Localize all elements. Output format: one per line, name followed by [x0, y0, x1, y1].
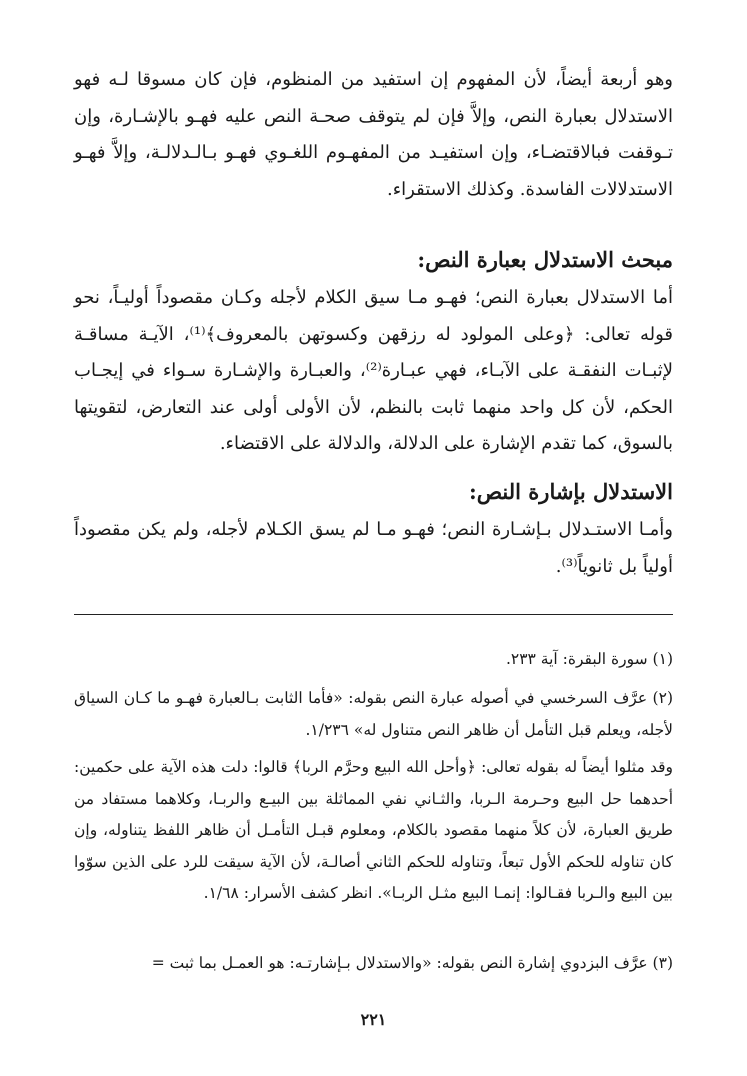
footnote-1: (١) سورة البقرة: آية ٢٣٣.: [505, 650, 673, 668]
page-number: ٢٢١: [360, 1010, 387, 1029]
footnote-2: (٢) عرَّف السرخسي في أصوله عبارة النص بقوله: «فأما الثابت بـالعبارة فهـو ما كـان السياق لأجله، ويعلم قبل التأمل أن ظاهر النص متناول له» ١/٢٣٦.: [74, 689, 673, 739]
section-heading-ibarat-al-nass: مبحث الاستدلال بعبارة النص:: [417, 247, 673, 272]
footnote-2-continuation: وقد مثلوا أيضاً له بقوله تعالى: ﴿وأحل الله البيع وحرَّم الربا﴾ قالوا: دلت هذه الآية على حكمين: أحدهما حل البيع وحـرمة الـربا، والثـاني نفي المماثلة بين البيـع والربـا، وكلاهما مستفاد من طريق العبارة، لأن كلاً منهما مقصود بالكلام، ومعلوم قبـل التأمـل أن ظاهر اللفظ يتناوله، وإن كان تناوله للحكم الأول تبعاً، وتناوله للحكم الثاني أصالـة، لأن الآية سيقت للرد على الذين سوّوا بين البيع والـربا فقـالوا: إنمـا البيع مثـل الربـا». انظر كشف الأسرار: ١/٦٨.: [74, 758, 673, 902]
intro-paragraph: وهو أربعة أيضاً، لأن المفهوم إن استفيد من المنظوم، فإن كان مسوقا لـه فهو الاستدلال بعبارة النص، وإلاَّ فإن لم يتوقف صحـة النص عليه فهـو بالإشـارة، وإن تـوقفت فبالاقتضـاء، وإن استفيـد من المفهـوم اللغـوي فهـو بـالـدلالـة، وإلاَّ فهـو الاستدلالات الفاسدة. وكذلك الاستقراء.: [74, 69, 673, 200]
section-heading-isharat-al-nass: الاستدلال بإشارة النص:: [468, 479, 673, 504]
footnote-3: (٣) عرَّف البزدوي إشارة النص بقوله: «والاستدلال بـإشارتـه: هو العمـل بما ثبت =: [151, 954, 673, 972]
section-body-ibarat-al-nass: أما الاستدلال بعبارة النص؛ فهـو مـا سيق الكلام لأجله وكـان مقصوداً أوليـاً، نحو قوله تعالى: ﴿وعلى المولود له رزقهن وكسوتهن بالمعروف﴾⁽¹⁾، الآيـة مساقـة لإثبـات النفقـة على الآبـاء، فهي عبـارة⁽²⁾، والعبـارة والإشـارة سـواء في إيجـاب الحكم، لأن كل واحد منهما ثابت بالنظم، لأن الأولى أولى عند التعارض، لتقويتها بالسوق، كما تقدم الإشارة على الدلالة، والدلالة على الاقتضاء.: [74, 287, 673, 454]
section-body-isharat-al-nass: وأمـا الاستـدلال بـإشـارة النص؛ فهـو مـا لم يسق الكـلام لأجله، ولم يكن مقصوداً أولياً بل ثانوياً⁽³⁾.: [74, 519, 673, 577]
footnote-divider: [74, 614, 673, 615]
